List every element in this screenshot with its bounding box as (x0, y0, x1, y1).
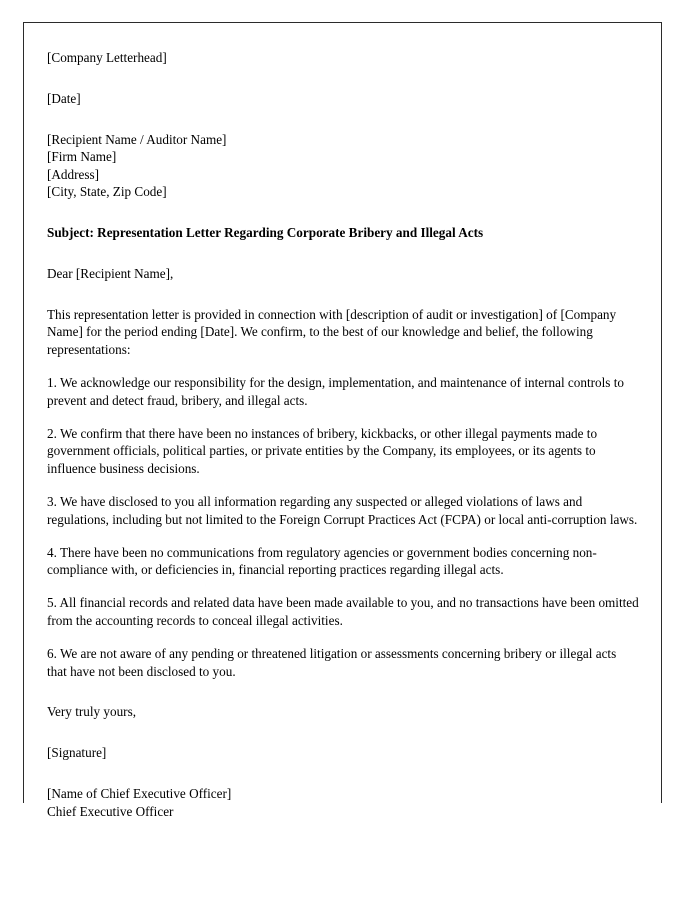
address-line: [Address] (47, 166, 100, 182)
recipient-name-line: [Recipient Name / Auditor Name] (47, 131, 227, 147)
spacer (47, 108, 639, 131)
city-state-zip-line: [City, State, Zip Code] (47, 184, 167, 200)
representation-item-3: 3. We have disclosed to you all information regarding any suspected or alleged violations of laws and regulations, including but not limited to the Foreign Corrupt Practices Act (FCPA) or local anti-corruption laws. (47, 493, 638, 527)
document-page (23, 22, 662, 819)
company-letterhead-placeholder: [Company Letterhead] (47, 50, 167, 65)
intro-paragraph: This representation letter is provided in connection with [description of audit or investigation] of [Company Name] for the period ending [Date]. We confirm, to the best of our knowledge and belief, the following representations: (47, 306, 617, 358)
spacer (47, 242, 639, 265)
representation-item-4: 4. There have been no communications from regulatory agencies or government bodies concerning non-compliance with, or deficiencies in, financial reporting practices regarding illegal acts. (47, 544, 597, 578)
spacer (47, 630, 639, 645)
representation-item-6: 6. We are not aware of any pending or threatened litigation or assessments concerning bribery or illegal acts that have not been disclosed to you. (47, 645, 617, 679)
recipient-address-block (47, 131, 639, 201)
spacer (47, 529, 639, 544)
signer-title: Chief Executive Officer (47, 803, 174, 819)
subject-line: Subject: Representation Letter Regarding Corporate Bribery and Illegal Acts (47, 224, 484, 240)
closing-salutation: Very truly yours, (47, 704, 137, 720)
representation-item-1: 1. We acknowledge our responsibility for the design, implementation, and maintenance of internal controls to prevent and detect fraud, bribery, and illegal acts. (47, 374, 624, 408)
signature-placeholder: [Signature] (47, 745, 107, 761)
spacer (47, 478, 639, 493)
spacer (47, 721, 639, 744)
spacer (47, 762, 639, 785)
representation-item-2: 2. We confirm that there have been no instances of bribery, kickbacks, or other illegal payments made to government officials, political parties, or private entities by the Company, its employees, or its agents to influence business decisions. (47, 425, 598, 477)
spacer (47, 579, 639, 594)
spacer (47, 359, 639, 374)
spacer (47, 201, 639, 224)
spacer (47, 283, 639, 306)
spacer (47, 410, 639, 425)
firm-name-line: [Firm Name] (47, 149, 117, 165)
letter-body (47, 49, 639, 821)
representation-item-5: 5. All financial records and related data have been made available to you, and no transactions have been omitted from the accounting records to conceal illegal activities. (47, 595, 639, 628)
signer-name: [Name of Chief Executive Officer] (47, 785, 232, 801)
spacer (47, 680, 639, 703)
salutation: Dear [Recipient Name], (47, 265, 174, 281)
spacer (47, 67, 639, 90)
letter-date-placeholder: [Date] (47, 90, 81, 106)
